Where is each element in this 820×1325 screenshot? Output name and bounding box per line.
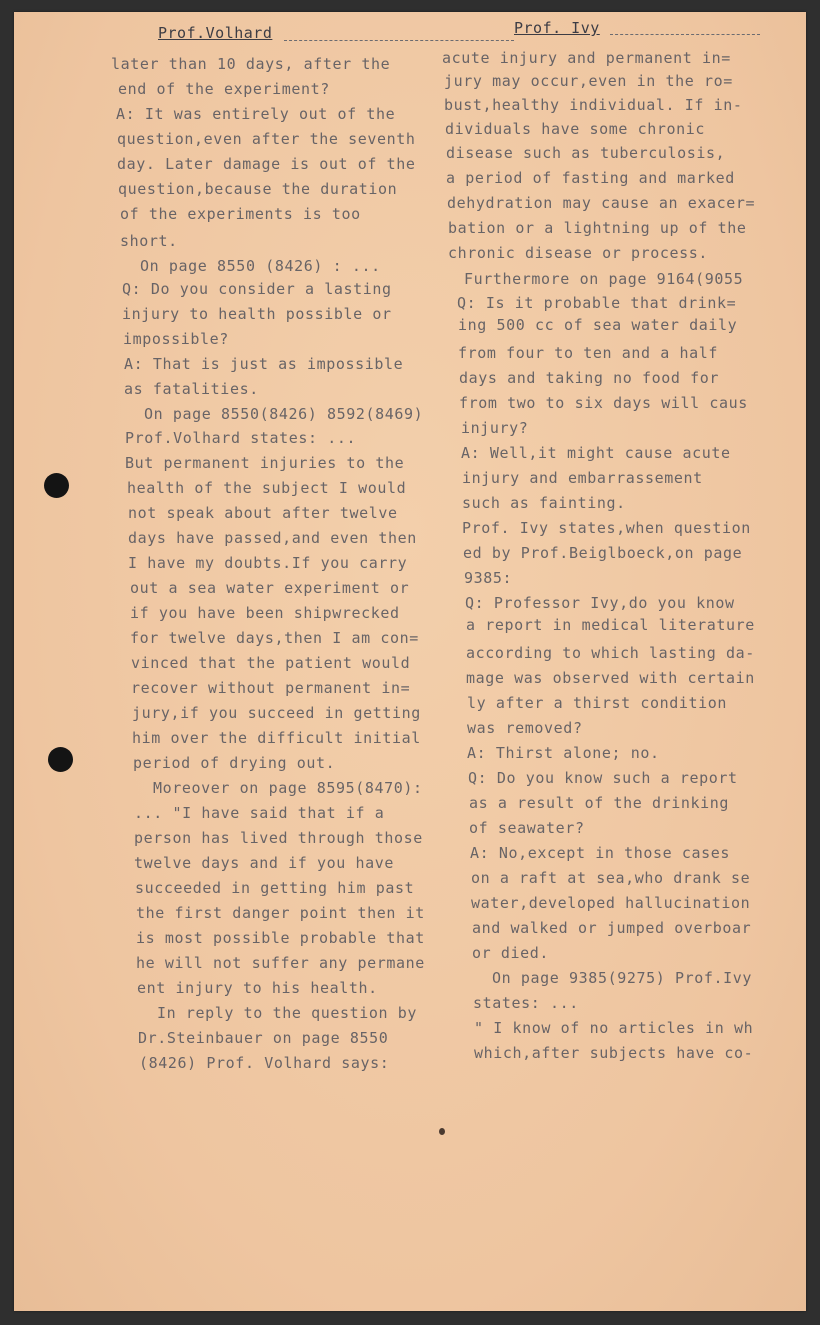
right-column-line-25: according to which lasting da-: [466, 644, 755, 662]
left-column-line-37: he will not suffer any permane: [136, 954, 425, 972]
right-column-line-12: ing 500 cc of sea water daily: [458, 316, 738, 334]
right-column-line-26: mage was observed with certain: [466, 669, 755, 687]
left-column-line-30: Moreover on page 8595(8470):: [153, 779, 423, 797]
left-column-line-31: ... "I have said that if a: [134, 804, 385, 822]
right-column-line-32: of seawater?: [469, 819, 585, 837]
left-column-line-22: out a sea water experiment or: [130, 579, 410, 597]
right-column-line-13: from four to ten and a half: [458, 344, 719, 362]
left-column-line-15: On page 8550(8426) 8592(8469): [144, 405, 424, 423]
right-column-line-14: days and taking no food for: [459, 369, 720, 387]
right-column-line-3: bust,healthy individual. If in-: [444, 96, 743, 114]
right-column-line-18: injury and embarrassement: [462, 469, 703, 487]
right-column-line-1: acute injury and permanent in=: [442, 49, 731, 67]
right-column-line-27: ly after a thirst condition: [467, 694, 728, 712]
right-column-line-20: Prof. Ivy states,when question: [462, 519, 751, 537]
right-column-line-21: ed by Prof.Beiglboeck,on page: [463, 544, 743, 562]
left-column-line-24: for twelve days,then I am con=: [130, 629, 419, 647]
left-column-line-40: Dr.Steinbauer on page 8550: [138, 1029, 389, 1047]
left-column-line-6: question,because the duration: [118, 180, 398, 198]
left-column-line-19: not speak about after twelve: [128, 504, 398, 522]
right-column-line-31: as a result of the drinking: [469, 794, 730, 812]
left-column-line-21: I have my doubts.If you carry: [128, 554, 408, 572]
right-column-line-30: Q: Do you know such a report: [468, 769, 738, 787]
left-column-line-14: as fatalities.: [124, 380, 259, 398]
right-column-line-9: chronic disease or process.: [448, 244, 709, 262]
left-column-line-20: days have passed,and even then: [128, 529, 417, 547]
right-column-line-37: or died.: [472, 944, 550, 962]
left-column-line-33: twelve days and if you have: [134, 854, 395, 872]
left-column-line-25: vinced that the patient would: [131, 654, 411, 672]
right-column-line-23: Q: Professor Ivy,do you know: [465, 594, 735, 612]
left-column-line-36: is most possible probable that: [136, 929, 425, 947]
left-column-line-4: question,even after the seventh: [117, 130, 416, 148]
left-column-line-2: end of the experiment?: [118, 80, 330, 98]
right-column-line-41: which,after subjects have co-: [474, 1044, 754, 1062]
left-column-line-12: impossible?: [123, 330, 229, 348]
right-column-line-16: injury?: [461, 419, 529, 437]
right-column-line-29: A: Thirst alone; no.: [467, 744, 660, 762]
right-column-line-35: water,developed hallucination: [471, 894, 751, 912]
header-rule-left: [284, 40, 514, 41]
left-column-line-28: him over the difficult initial: [132, 729, 421, 747]
left-column-line-9: On page 8550 (8426) : ...: [140, 257, 381, 275]
left-column-line-7: of the experiments is too: [120, 205, 361, 223]
right-column-line-15: from two to six days will caus: [459, 394, 748, 412]
right-column-line-33: A: No,except in those cases: [470, 844, 731, 862]
left-column-line-29: period of drying out.: [133, 754, 336, 772]
left-column-line-34: succeeded in getting him past: [135, 879, 415, 897]
right-column-line-11: Q: Is it probable that drink=: [457, 294, 737, 312]
document-page: [14, 12, 806, 1311]
right-column-line-5: disease such as tuberculosis,: [446, 144, 726, 162]
left-column-line-26: recover without permanent in=: [131, 679, 411, 697]
left-column-line-5: day. Later damage is out of the: [117, 155, 416, 173]
left-column-line-39: In reply to the question by: [157, 1004, 418, 1022]
right-column-line-10: Furthermore on page 9164(9055: [464, 270, 744, 288]
punch-hole-top: [44, 473, 69, 498]
right-column-line-36: and walked or jumped overboar: [472, 919, 752, 937]
left-column-line-38: ent injury to his health.: [137, 979, 378, 997]
right-column-line-38: On page 9385(9275) Prof.Ivy: [492, 969, 753, 987]
left-column-line-27: jury,if you succeed in getting: [132, 704, 421, 722]
right-column-line-24: a report in medical literature: [466, 616, 755, 634]
left-column-line-11: injury to health possible or: [122, 305, 392, 323]
right-column-line-6: a period of fasting and marked: [446, 169, 735, 187]
ink-dot: [439, 1128, 445, 1135]
right-column-line-7: dehydration may cause an exacer=: [447, 194, 756, 212]
header-left-name: Prof.Volhard: [158, 24, 273, 42]
right-column-line-28: was removed?: [467, 719, 583, 737]
right-column-line-34: on a raft at sea,who drank se: [471, 869, 751, 887]
header-rule-right: [610, 34, 760, 35]
left-column-line-13: A: That is just as impossible: [124, 355, 404, 373]
header-right-name: Prof. Ivy: [514, 19, 600, 37]
left-column-line-23: if you have been shipwrecked: [130, 604, 400, 622]
left-column-line-3: A: It was entirely out of the: [116, 105, 396, 123]
right-column-line-17: A: Well,it might cause acute: [461, 444, 731, 462]
left-column-line-32: person has lived through those: [134, 829, 423, 847]
right-column-line-19: such as fainting.: [462, 494, 626, 512]
right-column-line-22: 9385:: [464, 569, 513, 587]
right-column-line-39: states: ...: [473, 994, 579, 1012]
left-column-line-10: Q: Do you consider a lasting: [122, 280, 392, 298]
right-column-line-2: jury may occur,even in the ro=: [444, 72, 733, 90]
punch-hole-bottom: [48, 747, 73, 772]
left-column-line-17: But permanent injuries to the: [125, 454, 405, 472]
left-column-line-41: (8426) Prof. Volhard says:: [139, 1054, 390, 1072]
left-column-line-1: later than 10 days, after the: [111, 55, 391, 73]
left-column-line-16: Prof.Volhard states: ...: [125, 429, 357, 447]
left-column-line-18: health of the subject I would: [127, 479, 407, 497]
right-column-line-4: dividuals have some chronic: [445, 120, 706, 138]
left-column-line-8: short.: [120, 232, 178, 250]
left-column-line-35: the first danger point then it: [136, 904, 425, 922]
right-column-line-40: " I know of no articles in wh: [474, 1019, 754, 1037]
right-column-line-8: bation or a lightning up of the: [448, 219, 747, 237]
